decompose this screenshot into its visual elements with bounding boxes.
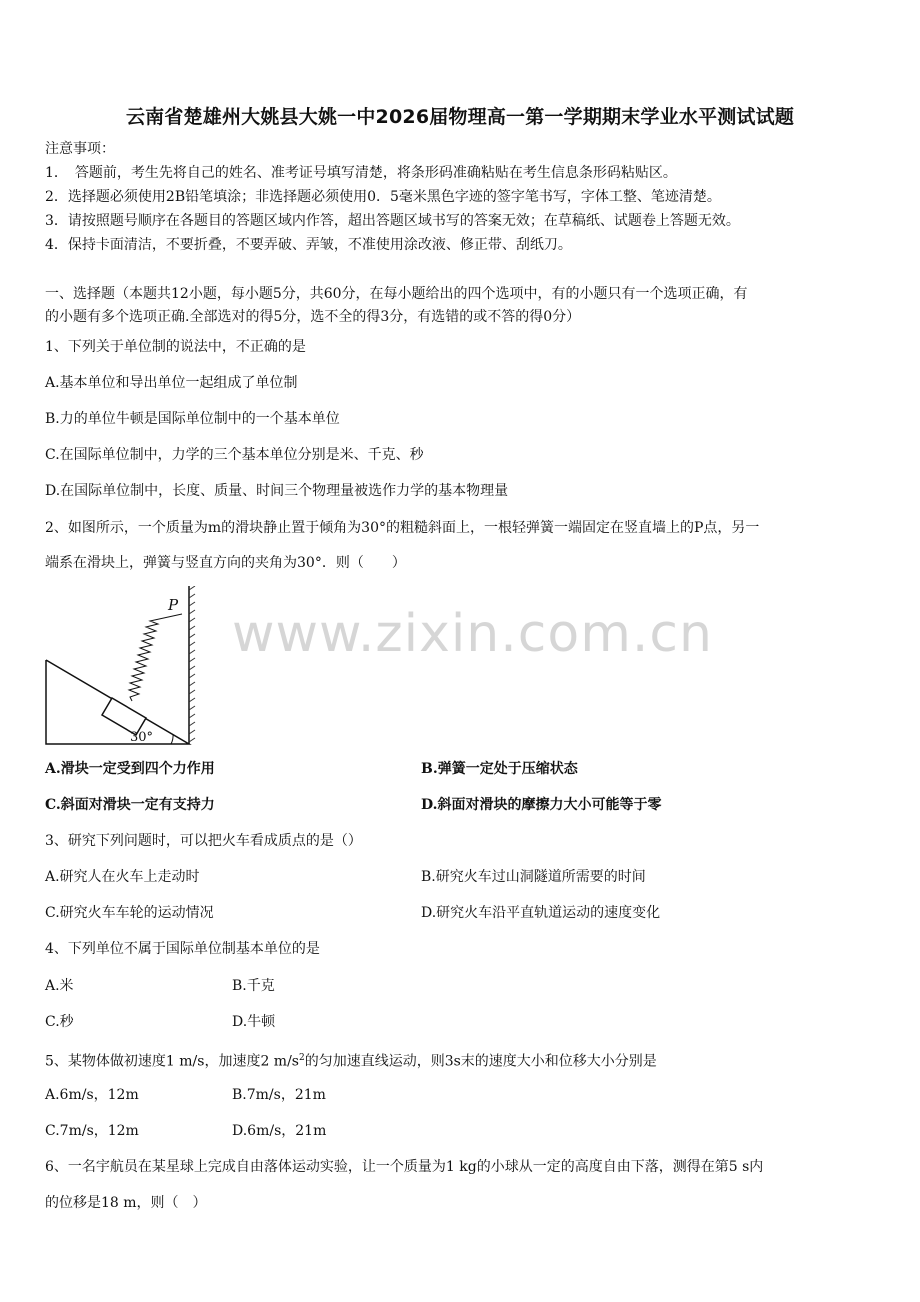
question-4-stem: 4、下列单位不属于国际单位制基本单位的是 (45, 941, 320, 957)
question-2-option-d: D.斜面对滑块的摩擦力大小可能等于零 (421, 797, 662, 813)
question-4-option-b: B.千克 (232, 978, 275, 994)
question-3-option-d: D.研究火车沿平直轨道运动的速度变化 (421, 905, 661, 921)
question-5-stem-part-1: 5、某物体做初速度1 m/s，加速度2 m/s (45, 1053, 299, 1070)
section-intro-line-1: 一、选择题（本题共12小题，每小题5分，共60分，在每小题给出的四个选项中，有的小题只有一个选项正确，有 (45, 286, 748, 302)
figure-label-angle: 30° (130, 730, 154, 745)
section-intro-line-2: 的小题有多个选项正确.全部选对的得5分，选不全的得3分，有选错的或不答的得0分） (45, 309, 581, 325)
question-2-stem-line-2: 端系在滑块上，弹簧与竖直方向的夹角为30°．则（ ） (45, 555, 406, 571)
question-3-option-b: B.研究火车过山洞隧道所需要的时间 (421, 869, 646, 885)
question-6-stem-line-2: 的位移是18 m，则（ ） (45, 1195, 207, 1211)
question-1-option-b: B.力的单位牛顿是国际单位制中的一个基本单位 (45, 411, 340, 427)
notice-item-4: 4．保持卡面清洁，不要折叠，不要弄破、弄皱，不准使用涂改液、修正带、刮纸刀。 (45, 237, 572, 253)
notice-item-1: 1． 答题前，考生先将自己的姓名、准考证号填写清楚，将条形码准确粘贴在考生信息条形码粘贴区。 (45, 165, 677, 181)
question-3-option-a: A.研究人在火车上走动时 (45, 869, 200, 885)
question-5-option-a: A.6m/s，12m (45, 1087, 139, 1103)
question-5-superscript: 2 (298, 1053, 305, 1063)
question-5-stem (45, 1049, 657, 1071)
question-4-option-d: D.牛顿 (232, 1014, 276, 1030)
question-2-option-b: B.弹簧一定处于压缩状态 (421, 761, 578, 777)
question-3-option-c: C.研究火车车轮的运动情况 (45, 905, 214, 921)
question-5-stem-part-2: 的匀加速直线运动，则3s末的速度大小和位移大小分别是 (304, 1053, 657, 1070)
question-5-option-b: B.7m/s，21m (232, 1087, 326, 1103)
question-1-stem: 1、下列关于单位制的说法中，不正确的是 (45, 339, 306, 355)
question-4-option-c: C.秒 (45, 1014, 74, 1030)
watermark: www.zixin.com.cn (232, 604, 713, 664)
question-3-stem: 3、研究下列问题时，可以把火车看成质点的是（） (45, 833, 362, 849)
question-1-option-d: D.在国际单位制中，长度、质量、时间三个物理量被选作力学的基本物理量 (45, 483, 509, 499)
notice-item-2: 2．选择题必须使用2B铅笔填涂；非选择题必须使用0．5毫米黑色字迹的签字笔书写，字体工整、笔迹清楚。 (45, 189, 721, 205)
question-6-stem-line-1: 6、一名宇航员在某星球上完成自由落体运动实验，让一个质量为1 kg的小球从一定的高度自由下落，测得在第5 s内 (45, 1159, 764, 1175)
question-4-option-a: A.米 (45, 978, 74, 994)
question-1-option-c: C.在国际单位制中，力学的三个基本单位分别是米、千克、秒 (45, 447, 424, 463)
question-5-option-c: C.7m/s，12m (45, 1123, 139, 1139)
question-1-option-a: A.基本单位和导出单位一起组成了单位制 (45, 375, 298, 391)
figure-label-p: P (168, 596, 179, 614)
notice-heading: 注意事项： (45, 141, 115, 157)
notice-item-3: 3．请按照题号顺序在各题目的答题区域内作答，超出答题区域书写的答案无效；在草稿纸、试题卷上答题无效。 (45, 213, 740, 229)
page-title: 云南省楚雄州大姚县大姚一中2026届物理高一第一学期期末学业水平测试试题 (125, 106, 795, 128)
question-2-stem-line-1: 2、如图所示，一个质量为m的滑块静止置于倾角为30°的粗糙斜面上，一根轻弹簧一端固定在竖直墙上的P点，另一 (45, 520, 760, 536)
question-2-option-c: C.斜面对滑块一定有支持力 (45, 797, 215, 813)
incline-spring-figure (44, 586, 204, 748)
question-2-option-a: A.滑块一定受到四个力作用 (45, 761, 215, 777)
question-5-option-d: D.6m/s，21m (232, 1123, 327, 1139)
